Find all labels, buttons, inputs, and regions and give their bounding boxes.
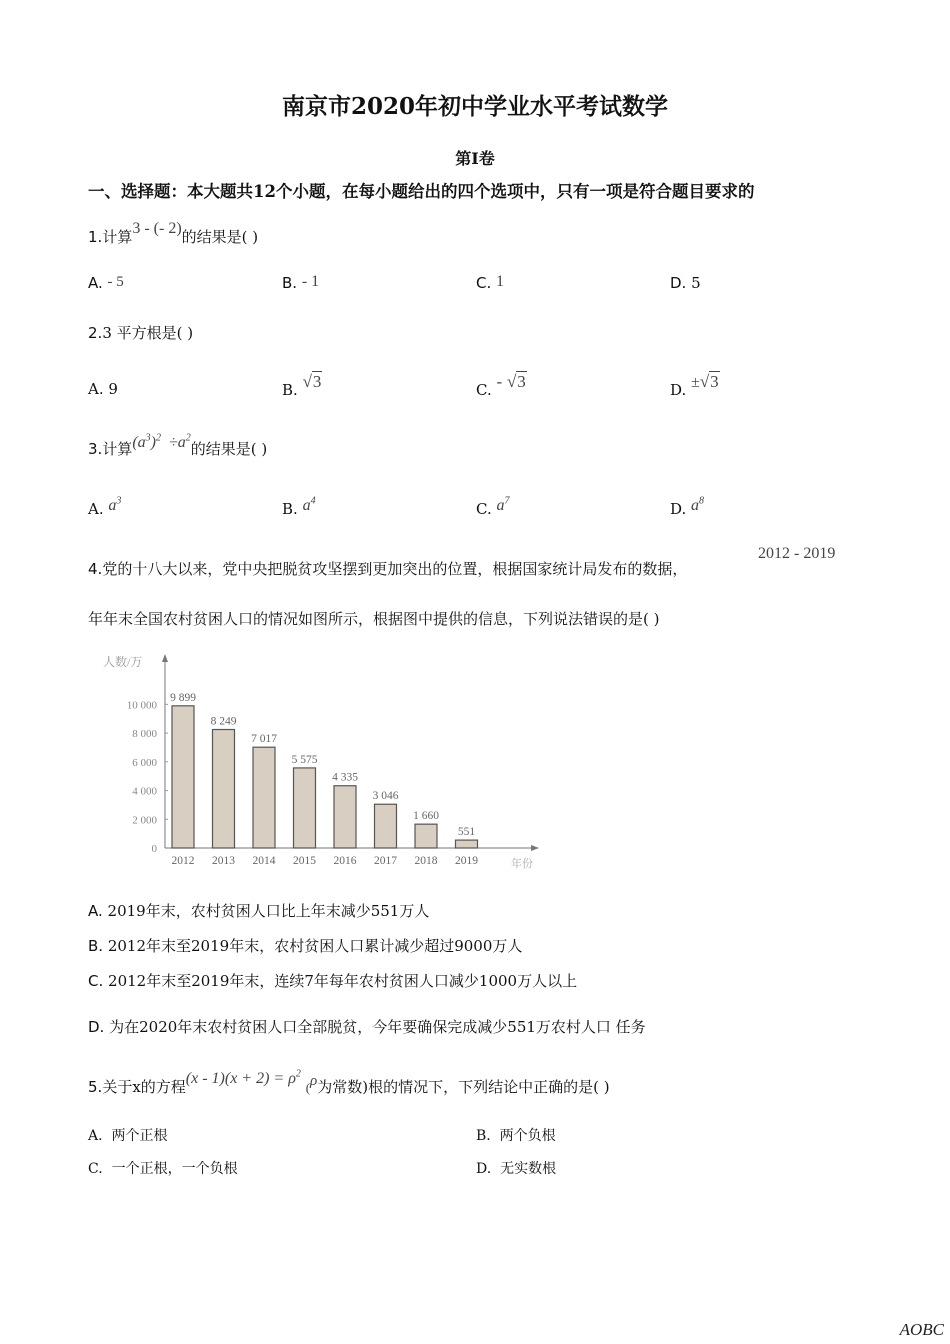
poverty-bar-chart — [95, 648, 555, 870]
option-b[interactable]: B. √3 — [282, 372, 322, 399]
sqrt-expression: √3 — [506, 372, 526, 391]
option-a[interactable]: A. - 5 — [88, 274, 124, 292]
option-c[interactable]: C. 2012年末至2019年末，连续7年每年农村贫困人口减少1000万人以上 — [88, 972, 578, 990]
bar-2016 — [334, 786, 356, 848]
option-b[interactable]: B. - 1 — [282, 273, 320, 292]
math-expression: $(a^3)^2 \div a^2$ — [132, 432, 191, 451]
bar-2014 — [253, 747, 275, 848]
question-number: 5. — [88, 1078, 103, 1096]
y-tick-label: 0 — [151, 843, 157, 855]
y-tick-label: 6 000 — [132, 756, 157, 769]
option-d[interactable]: D. ±√3 — [670, 372, 719, 399]
data-label: 7 017 — [251, 733, 277, 746]
option-a[interactable]: A. $a^3$ — [88, 496, 122, 519]
data-label: 9 899 — [170, 691, 196, 704]
data-label: 4 335 — [332, 771, 358, 784]
bar-2017 — [375, 804, 397, 848]
bar-2013 — [213, 730, 235, 848]
question-number: 2. — [88, 324, 103, 342]
option-b[interactable]: B. $a^4$ — [282, 496, 316, 519]
x-tick-label: 2015 — [293, 855, 316, 867]
x-tick-label: 2013 — [212, 855, 235, 867]
option-d[interactable]: D. $a^8$ — [670, 496, 705, 519]
x-axis-label: 年份 — [511, 858, 533, 870]
x-tick-label: 2016 — [333, 855, 357, 867]
option-c[interactable]: C. 1 — [476, 273, 505, 292]
question-5: 5.关于x的方程$(x - 1)(x + 2) = \rho^2$ (ρ为常数)根的情况下，下列结论中正确的是( ) — [88, 1068, 610, 1096]
bar-2015 — [294, 768, 316, 848]
question-text: 关于x的方程 — [102, 1078, 186, 1096]
x-tick-label: 2012 — [171, 855, 195, 867]
option-c[interactable]: C. 一个正根，一个负根 — [88, 1161, 238, 1177]
page-title: 南京市2020年初中学业水平考试数学 — [281, 93, 668, 120]
option-c[interactable]: C. - √3 — [476, 372, 526, 399]
sqrt-expression: √3 — [302, 372, 322, 391]
x-tick-label: 2014 — [252, 855, 276, 867]
question-text: 的结果是( ) — [190, 440, 268, 458]
y-axis-arrow — [162, 654, 168, 662]
option-d[interactable]: D. 5 — [670, 274, 701, 292]
math-expression: 3 - (- 2) — [132, 220, 182, 237]
question-text: 党的十八大以来，党中央把脱贫攻坚摆到更加突出的位置，根据国家统计局发布的数据， — [102, 560, 688, 578]
question-text: 计算 — [102, 440, 133, 458]
x-axis-arrow — [531, 845, 539, 851]
x-tick-label: 2017 — [374, 855, 397, 867]
bar-2012 — [172, 706, 194, 848]
sqrt-expression: √3 — [699, 372, 719, 391]
x-tick-label: 2018 — [414, 855, 438, 867]
option-a[interactable]: A. 9 — [88, 380, 118, 398]
question-text: 的结果是( ) — [181, 228, 259, 246]
math-expression: $(x - 1)(x + 2) = \rho^2$ — [185, 1068, 301, 1087]
question-3 — [88, 432, 268, 459]
bar-2018 — [415, 824, 437, 848]
corner-mark: AOBC — [899, 1320, 944, 1339]
y-tick-label: 2 000 — [132, 814, 157, 827]
option-a[interactable]: A. 两个正根 — [88, 1128, 168, 1144]
option-d[interactable]: D. 无实数根 — [476, 1161, 557, 1177]
option-a[interactable]: A. 2019年末，农村贫困人口比上年末减少551万人 — [88, 902, 430, 920]
y-axis-label: 人数/万 — [103, 655, 143, 669]
section-heading: 一、选择题：本大题共12个小题，在每小题给出的四个选项中，只有一项是符合题目要求的 — [88, 182, 755, 201]
question-text: 计算 — [102, 228, 133, 246]
y-tick-label: 10 000 — [126, 699, 157, 712]
data-label: 1 660 — [413, 810, 439, 823]
year-range: 2012 - 2019 — [758, 545, 836, 562]
question-1 — [88, 220, 259, 247]
question-2 — [88, 322, 193, 343]
data-label: 551 — [457, 826, 476, 839]
question-number: 4. — [88, 560, 103, 578]
x-tick-label: 2019 — [455, 855, 478, 867]
question-number: 1. — [88, 228, 103, 246]
data-label: 3 046 — [372, 790, 399, 803]
question-4 — [88, 558, 687, 579]
option-c[interactable]: C. $a^7$ — [476, 496, 510, 519]
paper-subtitle: 第Ⅰ卷 — [455, 149, 495, 168]
question-text: 为常数)根的情况下，下列结论中正确的是( ) — [317, 1078, 610, 1096]
data-label: 5 575 — [291, 753, 318, 766]
y-tick-label: 8 000 — [132, 728, 157, 741]
option-b[interactable]: B. 2012年末至2019年末，农村贫困人口累计减少超过9000万人 — [88, 937, 523, 955]
bar-2019 — [456, 840, 478, 848]
question-4-line-2: 年年末全国农村贫困人口的情况如图所示，根据图中提供的信息，下列说法错误的是( ) — [88, 610, 660, 628]
option-d[interactable]: D. 为在2020年末农村贫困人口全部脱贫，今年要确保完成减少551万农村人口 任务 — [88, 1018, 646, 1036]
question-text: 3 平方根是( ) — [102, 324, 194, 342]
data-label: 8 249 — [210, 715, 237, 728]
question-number: 3. — [88, 440, 103, 458]
option-b[interactable]: B. 两个负根 — [476, 1128, 556, 1144]
y-tick-label: 4 000 — [132, 785, 157, 798]
